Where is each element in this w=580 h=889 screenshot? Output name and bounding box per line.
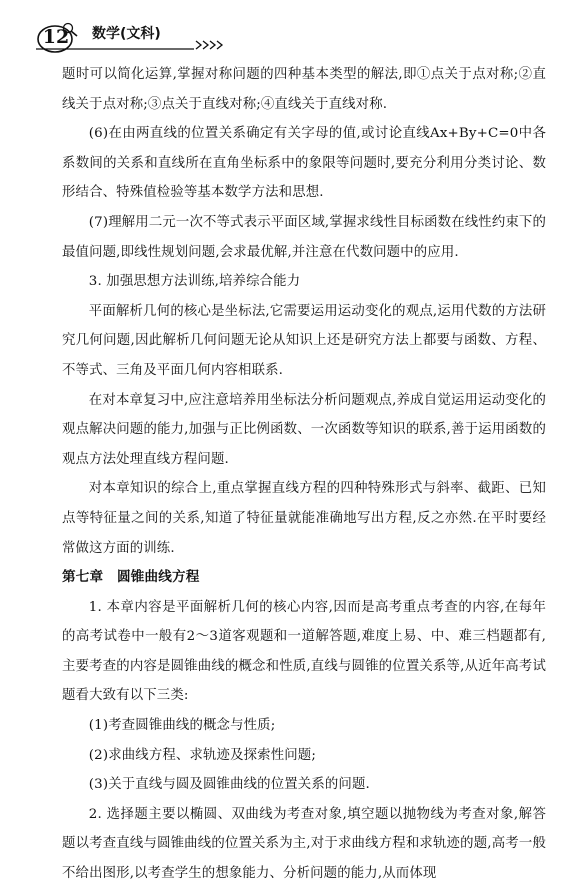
paragraph: 题时可以简化运算,掌握对称问题的四种基本类型的解法,即①点关于点对称;②直线关于点对称;③点关于直线对称;④直线关于直线对称. — [62, 67, 546, 112]
page-number: 12 — [42, 26, 70, 48]
paragraph: 1. 本章内容是平面解析几何的核心内容,因而是高考重点考查的内容,在每年的高考试卷中一般有2～3道客观题和一道解答题,难度上易、中、难三档题都有,主要考查的内容是圆锥曲线的概念和性质,直线与圆锥的位置关系等,从近年高考试题看大致有以下三类: — [62, 599, 546, 704]
paragraph: (7)理解用二元一次不等式表示平面区域,掌握求线性目标函数在线性约束下的最值问题,即线性规划问题,会求最优解,并注意在代数问题中的应用. — [62, 214, 546, 260]
subject-title: 数学(文科) — [92, 26, 161, 42]
chapter-heading: 第七章 圆锥曲线方程 — [62, 569, 200, 586]
page-header — [0, 0, 580, 56]
list-item: (2)求曲线方程、求轨迹及探索性问题; — [88, 747, 316, 763]
header-rule — [36, 48, 236, 52]
paragraph: (6)在由两直线的位置关系确定有关字母的值,或讨论直线Ax+By+C=0中各系数间的关系和直线所在直角坐标系中的象限等问题时,要充分利用分类讨论、数形结合、特殊值检验等基本数学方法和思想. — [62, 126, 546, 201]
list-item: (3)关于直线与圆及圆锥曲线的位置关系的问题. — [88, 777, 370, 793]
paragraph: 平面解析几何的核心是坐标法,它需要运用运动变化的观点,运用代数的方法研究几何问题,因此解析几何问题无论从知识上还是研究方法上都要与函数、方程、不等式、三角及平面几何内容相联系. — [62, 303, 546, 378]
paragraph: 在对本章复习中,应注意培养用坐标法分析问题观点,养成自觉运用运动变化的观点解决问题的能力,加强与正比例函数、一次函数等知识的联系,善于运用函数的观点方法处理直线方程问题. — [62, 392, 546, 467]
list-item: (1)考查圆锥曲线的概念与性质; — [88, 718, 276, 734]
page-content — [62, 60, 546, 889]
section-heading: 3. 加强思想方法训练,培养综合能力 — [88, 274, 301, 290]
paragraph: 对本章知识的综合上,重点掌握直线方程的四种特殊形式与斜率、截距、已知点等特征量之间的关系,知道了特征量就能准确地写出方程,反之亦然.在平时要经常做这方面的训练. — [62, 481, 546, 556]
paragraph: 2. 选择题主要以椭圆、双曲线为考查对象,填空题以抛物线为考查对象,解答题以考查直线与圆锥曲线的位置关系为主,对于求曲线方程和求轨迹的题,高考一般不给出图形,以考查学生的想象能力、分析问题的能力,从而体现 — [62, 806, 546, 882]
